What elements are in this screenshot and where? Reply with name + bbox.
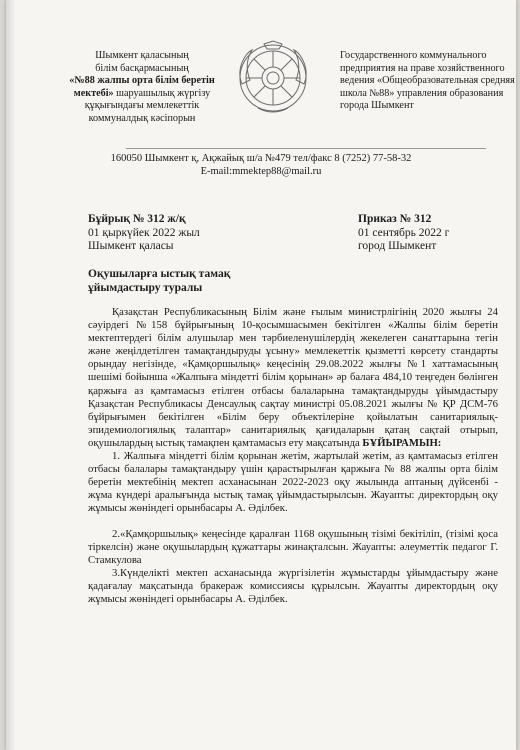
order-kz (88, 213, 200, 254)
subject-line: ұйымдастыру туралы (88, 281, 203, 294)
header-right-ru: Государственного коммунального предприятия на праве хозяйственного ведения «Общеобразовательная средняя школа №88» управления образования города Шымкент (340, 50, 515, 112)
order-kz-date: 01 қыркүйек 2022 жыл (88, 226, 200, 239)
header-left-line: Шымкент қаласының (95, 50, 189, 61)
preamble-text: Қазақстан Республикасының Білім және ғылым министрлігінің 2020 жылғы 24 сәуірдегі №158 бұйрығының 10-қосымшасымен бекітілген «Жалпы білім беретін мектептердегі білім алушылар мен тәрбиеленушілердің жекелеген санаттарына тегін және жеңілдетілген тамақтандыруды ұсыну» мемлекеттік қызметті көрсету стандарты орындау негізінде, «Қамқоршылық» кеңесінің 29.08.2022 жылғы №1 хаттамасының шешімі бойынша «Жалпыға міндетті білім қорынан» әр балаға 484,10 теңгеден бөлінген қаржыға аз қамтамасыз етілген отбасы балаларына тамақтандыруды ұйымдастыру Қазақстан Республикасы Денсаулық сақтау министрі 05.08.2021 жылғы № ҚР ДСМ-76 бұйрығымен бекітілген «Білім беру объектілеріне қойылатын санитариялық-эпидемиологиялық талаптар» санитариялық қағидаларын қатаң сақтай отырып, оқушылардың ыстық тамақпен қамтамасыз ету мақсатында (88, 306, 498, 449)
subject-line: Оқушыларға ыстық тамақ (88, 268, 231, 280)
order-ru-number: Приказ № 312 (358, 213, 432, 225)
buyiramyn-heading: БҰЙЫРАМЫН: (362, 436, 442, 449)
order-ru-city: город Шымкент (358, 240, 437, 252)
header-left-org (62, 75, 222, 125)
state-emblem-icon (234, 40, 312, 116)
order-item-3: 3.Күнделікті мектеп асханасында жүргізілетін жұмыстарды ұйымдастыру және қадағалау мақсатында бракераж комиссиясы құрылсын. Жауапты директордың оқу жұмысы жөніндегі орынбасары А. Әділбек. (88, 566, 498, 605)
order-kz-city: Шымкент қаласы (88, 240, 174, 252)
header-divider (126, 148, 486, 149)
page-shadow (6, 0, 16, 750)
header-left-bold: «№88 жалпы орта білім беретін мектебі» (69, 75, 215, 99)
address-block (6, 152, 516, 178)
order-body (88, 306, 498, 606)
address-line: 160050 Шымкент қ, Ақжайық ш/а №479 тел/факс 8 (7252) 77-58-32 (110, 153, 412, 164)
preamble-paragraph (88, 306, 498, 450)
header-left-line: білім басқармасының (95, 62, 189, 74)
paragraph-gap (88, 516, 498, 528)
header-left-tail: шаруашылық жүргізу құқығындағы мемлекеттік коммуналдық кәсіпорын (84, 87, 211, 124)
order-ru-date: 01 сентябрь 2022 г (358, 226, 450, 239)
order-kz-number: Бұйрық № 312 ж/қ (88, 213, 186, 225)
document-page (6, 0, 516, 750)
order-ru (358, 213, 449, 254)
header-left-kz (62, 50, 222, 126)
order-subject (88, 268, 288, 295)
order-item-1: 1. Жалпыға міндетті білім қорынан жетім, жартылай жетім, аз қамтамасыз етілген отбасы балалары тамақтандыру үшін қарастырылған қаржыға № 88 жалпы орта білім беретін мектебінің мектеп асханасынан 2022-2023 оқу жылында аптаның дүйсенбі - жұма күндері аралығында ыстық тамақ ұйымдастырылсын. Жауапты: директордың оқу жұмысы жөніндегі орынбасары А. Әділбек. (88, 450, 498, 515)
email-line: E-mail:mmektep88@mail.ru (200, 166, 322, 177)
order-item-2: 2.«Қамқоршылық» кеңесінде қаралған 1168 оқушының тізімі бекітіліп, (тізімі қоса тіркелсін) және оқушылардың құжаттары жинақталсын. Жауапты: әлеуметтік педагог Г. Стамкулова (88, 527, 498, 566)
